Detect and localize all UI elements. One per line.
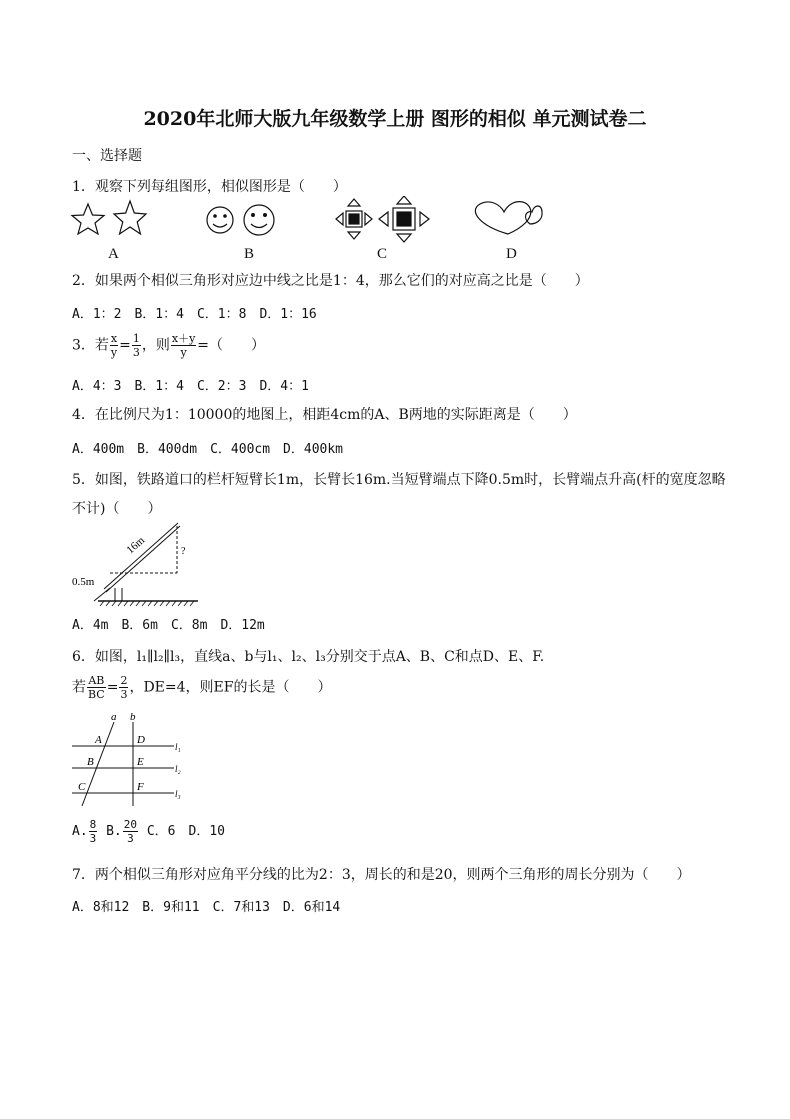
q1-figures <box>60 196 560 248</box>
q5-stem-line1: 5．如图，铁路道口的栏杆短臂长1m，长臂长16m.当短臂端点下降0.5m时，长臂端点升高(杆的宽度忽略 <box>72 472 726 488</box>
svg-text:a: a <box>111 711 117 723</box>
q5-stem-line2: 不计)（ ） <box>72 501 162 517</box>
svg-text:B: B <box>87 756 94 768</box>
q2-stem: 2．如果两个相似三角形对应边中线之比是1：4，那么它们的对应高之比是（ ） <box>72 273 589 289</box>
star-icon <box>72 204 104 234</box>
heart-icon <box>526 206 543 224</box>
svg-text:C: C <box>78 781 86 793</box>
page-title: 2020年北师大版九年级数学上册 图形的相似 单元测试卷二 <box>143 108 647 130</box>
q7-stem: 7．两个相似三角形对应角平分线的比为2：3，周长的和是20，则两个三角形的周长分别为（ ） <box>72 867 691 883</box>
q3-options: A．4：3 B．1：4 C．2：3 D．4：1 <box>72 379 309 394</box>
q3-stem: 3．若 $\frac{x}{y}$ = $\frac{1}{3}$ ，则 $\frac{x+y}{y}$ =（ ） <box>72 332 266 359</box>
q6-condition: 若 $\frac{AB}{BC}$ = $\frac{2}{3}$ ，DE=4，则EF的长是（ ） <box>72 674 332 701</box>
svg-text:D: D <box>137 734 145 746</box>
svg-text:l₁: l₁ <box>175 742 181 752</box>
smiley-icon <box>207 207 233 233</box>
q1-label-d: D <box>506 246 517 262</box>
q5-figure <box>70 518 210 608</box>
star-icon <box>114 201 146 234</box>
fig-label-long: 16m <box>124 534 148 557</box>
barrier-arm <box>104 523 178 589</box>
arrow-square-icon <box>336 199 372 239</box>
q5-options: A．4m B．6m C．8m D．12m <box>72 618 265 633</box>
q4-stem: 4．在比例尺为1：10000的地图上，相距4cm的A、B两地的实际距离是（ ） <box>72 407 577 423</box>
heart-icon <box>475 202 530 234</box>
svg-text:E: E <box>137 756 144 768</box>
fig-label-question: ? <box>181 546 186 557</box>
svg-text:l₂: l₂ <box>175 764 181 774</box>
svg-text:F: F <box>137 781 144 793</box>
q6-options: A. $\frac{8}{3}$ B. $\frac{20}{3}$ C．6 D．10 <box>72 818 225 845</box>
q1-stem: 1．观察下列每组图形，相似图形是（ ） <box>72 179 347 195</box>
q1-label-c: C <box>377 246 388 262</box>
q4-options: A．400m B．400dm C．400cm D．400km <box>72 442 344 457</box>
q6-figure <box>66 710 196 810</box>
fig-label-short: 0.5m <box>72 576 95 588</box>
q7-options: A．8和12 B．9和11 C．7和13 D．6和14 <box>72 900 341 915</box>
q2-options: A．1：2 B．1：4 C．1：8 D．1：16 <box>72 307 317 322</box>
q1-label-b: B <box>244 246 255 262</box>
arrow-square-icon <box>379 196 429 242</box>
q6-stem: 6．如图，l₁∥l₂∥l₃，直线a、b与l₁、l₂、l₃分别交于点A、B、C和点D、E、F. <box>72 649 545 665</box>
smiley-icon <box>244 205 274 235</box>
svg-text:l₃: l₃ <box>175 789 181 799</box>
svg-text:A: A <box>95 734 102 746</box>
section-heading: 一、选择题 <box>72 148 142 164</box>
q1-label-a: A <box>108 246 119 262</box>
svg-text:b: b <box>130 711 136 723</box>
